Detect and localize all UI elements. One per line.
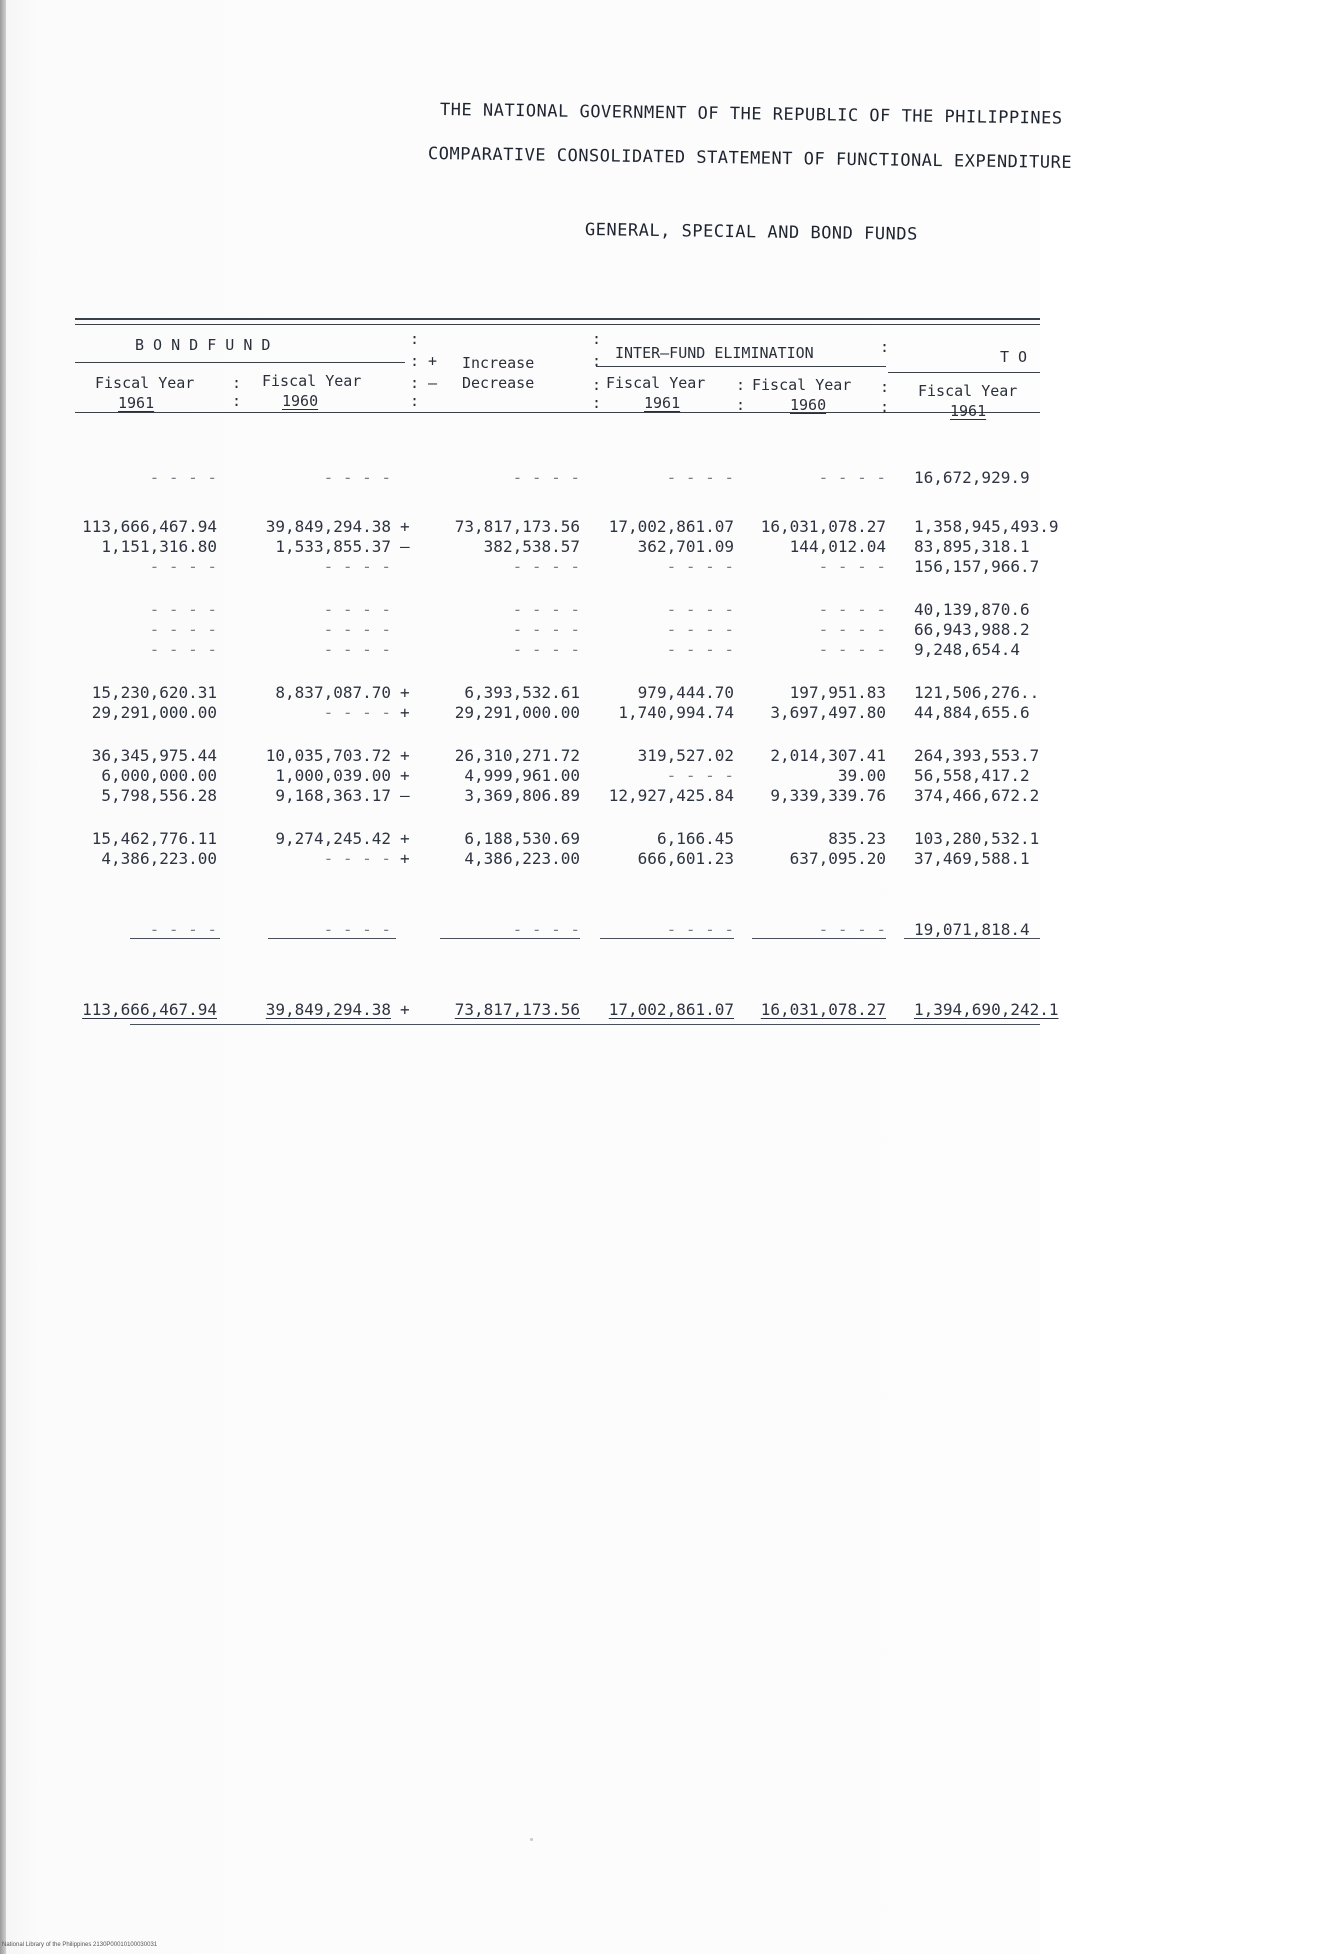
row-11-bond1960: 9,168,363.17 bbox=[275, 786, 391, 805]
row-13-total1961: 37,469,588.1 bbox=[914, 849, 1030, 868]
row-11-sign: – bbox=[400, 786, 410, 805]
row-4-if1961: - - - - bbox=[666, 600, 734, 619]
row-5-total1961: 66,943,988.2 bbox=[914, 620, 1030, 639]
row-0-if1960: - - - - bbox=[818, 468, 886, 487]
row-9-total1961: 264,393,553.7 bbox=[914, 746, 1040, 765]
row-14-if1960: - - - - bbox=[818, 920, 886, 939]
row-5-incdec: - - - - bbox=[512, 620, 580, 639]
interfund-underline bbox=[596, 366, 886, 367]
row-0-total1961: 16,672,929.9 bbox=[914, 468, 1030, 487]
row-10-bond1960: 1,000,039.00 bbox=[275, 766, 391, 785]
decrease-label: Decrease bbox=[462, 374, 535, 392]
row-11-if1960: 9,339,339.76 bbox=[770, 786, 886, 805]
decrease-sign: – bbox=[428, 374, 438, 392]
interfund-header: INTER–FUND ELIMINATION bbox=[615, 344, 814, 362]
row-2-bond1961: 1,151,316.80 bbox=[101, 537, 217, 556]
row-12-if1961: 6,166.45 bbox=[656, 829, 734, 848]
subtotal-rule-2 bbox=[268, 938, 396, 939]
row-10-bond1961: 6,000,000.00 bbox=[101, 766, 217, 785]
bond-yr1960-label: 1960 bbox=[282, 392, 319, 410]
row-4-total1961: 40,139,870.6 bbox=[914, 600, 1030, 619]
row-13-if1961: 666,601.23 bbox=[637, 849, 734, 868]
row-0-incdec: - - - - bbox=[512, 468, 580, 487]
total-bond1960: 39,849,294.38 bbox=[265, 1000, 391, 1019]
row-12-if1960: 835.23 bbox=[828, 829, 886, 848]
row-3-total1961: 156,157,966.7 bbox=[914, 557, 1040, 576]
if-yr1960-label: 1960 bbox=[790, 396, 827, 414]
row-11-bond1961: 5,798,556.28 bbox=[101, 786, 217, 805]
increase-label: Increase bbox=[462, 354, 535, 372]
row-12-bond1961: 15,462,776.11 bbox=[91, 829, 217, 848]
row-7-sign: + bbox=[400, 683, 410, 702]
row-13-bond1961: 4,386,223.00 bbox=[101, 849, 217, 868]
row-8-bond1960: - - - - bbox=[323, 703, 391, 722]
row-10-incdec: 4,999,961.00 bbox=[464, 766, 580, 785]
row-9-incdec: 26,310,271.72 bbox=[454, 746, 580, 765]
row-14-total1961: 19,071,818.4 bbox=[914, 920, 1030, 939]
row-6-if1961: - - - - bbox=[666, 640, 734, 659]
if-yr1961-label: 1961 bbox=[644, 394, 681, 412]
row-6-bond1961: - - - - bbox=[149, 640, 217, 659]
row-7-if1960: 197,951.83 bbox=[789, 683, 886, 702]
row-8-sign: + bbox=[400, 703, 410, 722]
bond-yr1961-label: 1961 bbox=[118, 394, 155, 412]
subtotal-rule-5 bbox=[752, 938, 886, 939]
header-top-rule-2 bbox=[75, 324, 1040, 325]
row-1-incdec: 73,817,173.56 bbox=[454, 517, 580, 536]
scan-speck bbox=[530, 1838, 533, 1841]
row-14-bond1961: - - - - bbox=[149, 920, 217, 939]
grand-total-double-rule bbox=[130, 1024, 1040, 1025]
row-12-incdec: 6,188,530.69 bbox=[464, 829, 580, 848]
row-9-bond1960: 10,035,703.72 bbox=[265, 746, 391, 765]
row-5-bond1961: - - - - bbox=[149, 620, 217, 639]
row-5-bond1960: - - - - bbox=[323, 620, 391, 639]
row-2-total1961: 83,895,318.1 bbox=[914, 537, 1030, 556]
page-binding-edge bbox=[0, 0, 6, 1954]
row-2-if1961: 362,701.09 bbox=[637, 537, 734, 556]
row-2-bond1960: 1,533,855.37 bbox=[275, 537, 391, 556]
row-12-total1961: 103,280,532.1 bbox=[914, 829, 1040, 848]
row-4-bond1961: - - - - bbox=[149, 600, 217, 619]
row-12-sign: + bbox=[400, 829, 410, 848]
row-3-if1961: - - - - bbox=[666, 557, 734, 576]
increase-sign: + bbox=[428, 352, 438, 370]
row-13-bond1960: - - - - bbox=[323, 849, 391, 868]
row-14-if1961: - - - - bbox=[666, 920, 734, 939]
total-if1961: 17,002,861.07 bbox=[608, 1000, 734, 1019]
bond-fund-header: B O N D F U N D bbox=[135, 336, 271, 354]
row-2-incdec: 382,538.57 bbox=[483, 537, 580, 556]
row-7-if1961: 979,444.70 bbox=[637, 683, 734, 702]
total-incdec: 73,817,173.56 bbox=[454, 1000, 580, 1019]
bond-fy1960-label: Fiscal Year bbox=[262, 372, 362, 390]
row-9-if1961: 319,527.02 bbox=[637, 746, 734, 765]
title-line-1: THE NATIONAL GOVERNMENT OF THE REPUBLIC OF THE PHILIPPINES bbox=[439, 100, 1063, 129]
total-fy1961-label: Fiscal Year bbox=[918, 382, 1018, 400]
row-6-incdec: - - - - bbox=[512, 640, 580, 659]
row-8-if1961: 1,740,994.74 bbox=[618, 703, 734, 722]
row-4-incdec: - - - - bbox=[512, 600, 580, 619]
row-3-incdec: - - - - bbox=[512, 557, 580, 576]
row-14-bond1960: - - - - bbox=[323, 920, 391, 939]
subtotal-rule-4 bbox=[600, 938, 734, 939]
row-3-bond1961: - - - - bbox=[149, 557, 217, 576]
row-8-bond1961: 29,291,000.00 bbox=[91, 703, 217, 722]
row-9-if1960: 2,014,307.41 bbox=[770, 746, 886, 765]
title-line-2: COMPARATIVE CONSOLIDATED STATEMENT OF FUNCTIONAL EXPENDITURE bbox=[427, 144, 1073, 173]
row-0-bond1961: - - - - bbox=[149, 468, 217, 487]
row-5-if1960: - - - - bbox=[818, 620, 886, 639]
row-6-total1961: 9,248,654.4 bbox=[914, 640, 1020, 659]
row-13-if1960: 637,095.20 bbox=[789, 849, 886, 868]
row-1-total1961: 1,358,945,493.9 bbox=[914, 517, 1059, 536]
bond-fy1961-label: Fiscal Year bbox=[95, 374, 195, 392]
row-1-sign: + bbox=[400, 517, 410, 536]
if-fy1960-label: Fiscal Year bbox=[752, 376, 852, 394]
row-6-if1960: - - - - bbox=[818, 640, 886, 659]
total-if1960: 16,031,078.27 bbox=[760, 1000, 886, 1019]
bond-fund-underline bbox=[75, 362, 405, 363]
row-1-if1961: 17,002,861.07 bbox=[608, 517, 734, 536]
row-2-if1960: 144,012.04 bbox=[789, 537, 886, 556]
row-7-incdec: 6,393,532.61 bbox=[464, 683, 580, 702]
row-10-if1960: 39.00 bbox=[837, 766, 886, 785]
row-11-incdec: 3,369,806.89 bbox=[464, 786, 580, 805]
row-7-total1961: 121,506,276.. bbox=[914, 683, 1040, 702]
row-1-bond1960: 39,849,294.38 bbox=[265, 517, 391, 536]
subtotal-rule-1 bbox=[130, 938, 220, 939]
total-yr1961-label: 1961 bbox=[950, 402, 987, 420]
row-3-if1960: - - - - bbox=[818, 557, 886, 576]
total-total1961: 1,394,690,242.1 bbox=[914, 1000, 1059, 1019]
total-sign: + bbox=[400, 1000, 410, 1019]
row-5-if1961: - - - - bbox=[666, 620, 734, 639]
row-10-if1961: - - - - bbox=[666, 766, 734, 785]
footer-credit: National Library of the Philippines 2130P00010100030031 bbox=[2, 1942, 158, 1948]
header-bottom-rule bbox=[75, 412, 1040, 413]
row-9-bond1961: 36,345,975.44 bbox=[91, 746, 217, 765]
subtotal-rule-3 bbox=[440, 938, 580, 939]
title-line-3: GENERAL, SPECIAL AND BOND FUNDS bbox=[584, 220, 918, 245]
row-7-bond1961: 15,230,620.31 bbox=[91, 683, 217, 702]
row-2-sign: – bbox=[400, 537, 410, 556]
row-13-sign: + bbox=[400, 849, 410, 868]
row-9-sign: + bbox=[400, 746, 410, 765]
total-bond1961: 113,666,467.94 bbox=[82, 1000, 217, 1019]
row-1-if1960: 16,031,078.27 bbox=[760, 517, 886, 536]
row-6-bond1960: - - - - bbox=[323, 640, 391, 659]
row-0-if1961: - - - - bbox=[666, 468, 734, 487]
row-4-bond1960: - - - - bbox=[323, 600, 391, 619]
row-8-incdec: 29,291,000.00 bbox=[454, 703, 580, 722]
row-11-if1961: 12,927,425.84 bbox=[608, 786, 734, 805]
header-top-rule bbox=[75, 318, 1040, 320]
if-fy1961-label: Fiscal Year bbox=[606, 374, 706, 392]
row-10-total1961: 56,558,417.2 bbox=[914, 766, 1030, 785]
row-0-bond1960: - - - - bbox=[323, 468, 391, 487]
row-12-bond1960: 9,274,245.42 bbox=[275, 829, 391, 848]
total-underline bbox=[888, 372, 1040, 373]
row-7-bond1960: 8,837,087.70 bbox=[275, 683, 391, 702]
subtotal-rule-6 bbox=[904, 938, 1040, 939]
row-11-total1961: 374,466,672.2 bbox=[914, 786, 1040, 805]
row-10-sign: + bbox=[400, 766, 410, 785]
row-8-total1961: 44,884,655.6 bbox=[914, 703, 1030, 722]
row-14-incdec: - - - - bbox=[512, 920, 580, 939]
row-4-if1960: - - - - bbox=[818, 600, 886, 619]
total-header: T O bbox=[1000, 348, 1028, 366]
row-13-incdec: 4,386,223.00 bbox=[464, 849, 580, 868]
row-1-bond1961: 113,666,467.94 bbox=[82, 517, 217, 536]
row-3-bond1960: - - - - bbox=[323, 557, 391, 576]
row-8-if1960: 3,697,497.80 bbox=[770, 703, 886, 722]
